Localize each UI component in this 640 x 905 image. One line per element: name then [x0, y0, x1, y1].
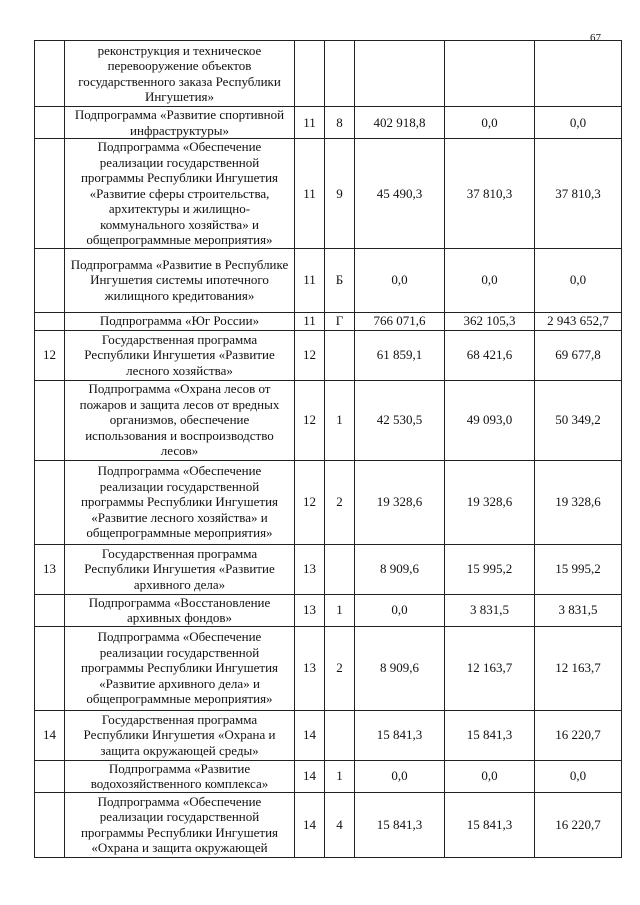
row-number: 13 — [35, 544, 65, 594]
amount-year-1: 15 841,3 — [355, 792, 445, 857]
table-row — [35, 544, 622, 594]
table-row — [35, 460, 622, 544]
amount-year-1: 0,0 — [355, 248, 445, 312]
amount-year-2: 0,0 — [445, 248, 535, 312]
amount-year-2: 15 841,3 — [445, 792, 535, 857]
row-number: 14 — [35, 710, 65, 760]
amount-year-2: 3 831,5 — [445, 594, 535, 626]
amount-year-3: 19 328,6 — [535, 460, 622, 544]
row-number — [35, 248, 65, 312]
program-name: реконструкция и техническое перевооружение объектов государственного заказа Республики Ингушетия» — [65, 41, 295, 107]
amount-year-2: 0,0 — [445, 760, 535, 792]
table-row — [35, 792, 622, 857]
amount-year-2: 15 841,3 — [445, 710, 535, 760]
row-number — [35, 460, 65, 544]
program-name: Подпрограмма «Развитие в Республике Ингушетия системы ипотечного жилищного кредитования» — [65, 248, 295, 312]
amount-year-3 — [535, 41, 622, 107]
amount-year-1: 8 909,6 — [355, 626, 445, 710]
subprogram-code: Б — [325, 248, 355, 312]
table-row — [35, 380, 622, 460]
amount-year-3: 0,0 — [535, 107, 622, 139]
program-name: Государственная программа Республики Ингушетия «Охрана и защита окружающей среды» — [65, 710, 295, 760]
amount-year-3: 2 943 652,7 — [535, 312, 622, 330]
table-row — [35, 760, 622, 792]
program-name: Подпрограмма «Обеспечение реализации государственной программы Республики Ингушетия «Развитие сферы строительства, архитектуры и жилищно-коммунального хозяйства» и общепрограммные мероприятия» — [65, 139, 295, 249]
amount-year-3: 0,0 — [535, 760, 622, 792]
table-row — [35, 41, 622, 107]
table-body — [35, 41, 622, 858]
program-code — [295, 41, 325, 107]
row-number — [35, 626, 65, 710]
program-name: Подпрограмма «Юг России» — [65, 312, 295, 330]
subprogram-code — [325, 330, 355, 380]
program-code: 13 — [295, 594, 325, 626]
amount-year-2: 37 810,3 — [445, 139, 535, 249]
amount-year-3: 12 163,7 — [535, 626, 622, 710]
subprogram-code: 4 — [325, 792, 355, 857]
program-code: 11 — [295, 312, 325, 330]
amount-year-1: 45 490,3 — [355, 139, 445, 249]
row-number — [35, 380, 65, 460]
subprogram-code — [325, 41, 355, 107]
amount-year-2 — [445, 41, 535, 107]
amount-year-1: 15 841,3 — [355, 710, 445, 760]
subprogram-code: 2 — [325, 460, 355, 544]
program-code: 11 — [295, 107, 325, 139]
amount-year-1: 0,0 — [355, 594, 445, 626]
amount-year-3: 37 810,3 — [535, 139, 622, 249]
amount-year-1: 8 909,6 — [355, 544, 445, 594]
table-row — [35, 626, 622, 710]
subprogram-code: 9 — [325, 139, 355, 249]
table-row — [35, 248, 622, 312]
amount-year-1: 42 530,5 — [355, 380, 445, 460]
program-name: Подпрограмма «Обеспечение реализации государственной программы Республики Ингушетия «Развитие архивного дела» и общепрограммные мероприятия» — [65, 626, 295, 710]
amount-year-2: 362 105,3 — [445, 312, 535, 330]
table-row — [35, 710, 622, 760]
amount-year-1: 766 071,6 — [355, 312, 445, 330]
amount-year-1: 61 859,1 — [355, 330, 445, 380]
subprogram-code: 2 — [325, 626, 355, 710]
program-name: Подпрограмма «Обеспечение реализации государственной программы Республики Ингушетия «Развитие лесного хозяйства» и общепрограммные мероприятия» — [65, 460, 295, 544]
row-number — [35, 139, 65, 249]
amount-year-1 — [355, 41, 445, 107]
program-name: Подпрограмма «Развитие водохозяйственного комплекса» — [65, 760, 295, 792]
program-name: Подпрограмма «Восстановление архивных фондов» — [65, 594, 295, 626]
row-number — [35, 107, 65, 139]
subprogram-code: 1 — [325, 594, 355, 626]
row-number — [35, 41, 65, 107]
row-number — [35, 312, 65, 330]
table-row — [35, 330, 622, 380]
amount-year-3: 16 220,7 — [535, 710, 622, 760]
amount-year-3: 16 220,7 — [535, 792, 622, 857]
table-row — [35, 107, 622, 139]
table-row — [35, 594, 622, 626]
program-code: 13 — [295, 544, 325, 594]
subprogram-code: 1 — [325, 760, 355, 792]
amount-year-2: 12 163,7 — [445, 626, 535, 710]
program-code: 14 — [295, 710, 325, 760]
amount-year-3: 69 677,8 — [535, 330, 622, 380]
program-code: 13 — [295, 626, 325, 710]
row-number: 12 — [35, 330, 65, 380]
table-row — [35, 312, 622, 330]
program-code: 12 — [295, 460, 325, 544]
amount-year-1: 0,0 — [355, 760, 445, 792]
program-code: 12 — [295, 330, 325, 380]
amount-year-3: 50 349,2 — [535, 380, 622, 460]
page-number: 67 — [590, 32, 601, 44]
program-name: Подпрограмма «Обеспечение реализации государственной программы Республики Ингушетия «Охрана и защита окружающей — [65, 792, 295, 857]
amount-year-1: 402 918,8 — [355, 107, 445, 139]
program-code: 12 — [295, 380, 325, 460]
amount-year-1: 19 328,6 — [355, 460, 445, 544]
program-code: 14 — [295, 760, 325, 792]
row-number — [35, 760, 65, 792]
program-name: Государственная программа Республики Ингушетия «Развитие лесного хозяйства» — [65, 330, 295, 380]
program-name: Подпрограмма «Развитие спортивной инфраструктуры» — [65, 107, 295, 139]
program-name: Государственная программа Республики Ингушетия «Развитие архивного дела» — [65, 544, 295, 594]
program-name: Подпрограмма «Охрана лесов от пожаров и защита лесов от вредных организмов, обеспечение использования и воспроизводство лесов» — [65, 380, 295, 460]
subprogram-code — [325, 710, 355, 760]
program-code: 11 — [295, 139, 325, 249]
row-number — [35, 792, 65, 857]
subprogram-code: 8 — [325, 107, 355, 139]
amount-year-2: 68 421,6 — [445, 330, 535, 380]
amount-year-3: 3 831,5 — [535, 594, 622, 626]
subprogram-code: Г — [325, 312, 355, 330]
subprogram-code — [325, 544, 355, 594]
amount-year-2: 15 995,2 — [445, 544, 535, 594]
amount-year-3: 15 995,2 — [535, 544, 622, 594]
amount-year-3: 0,0 — [535, 248, 622, 312]
amount-year-2: 19 328,6 — [445, 460, 535, 544]
table-row — [35, 139, 622, 249]
budget-table — [34, 40, 622, 858]
amount-year-2: 0,0 — [445, 107, 535, 139]
amount-year-2: 49 093,0 — [445, 380, 535, 460]
program-code: 14 — [295, 792, 325, 857]
row-number — [35, 594, 65, 626]
subprogram-code: 1 — [325, 380, 355, 460]
program-code: 11 — [295, 248, 325, 312]
